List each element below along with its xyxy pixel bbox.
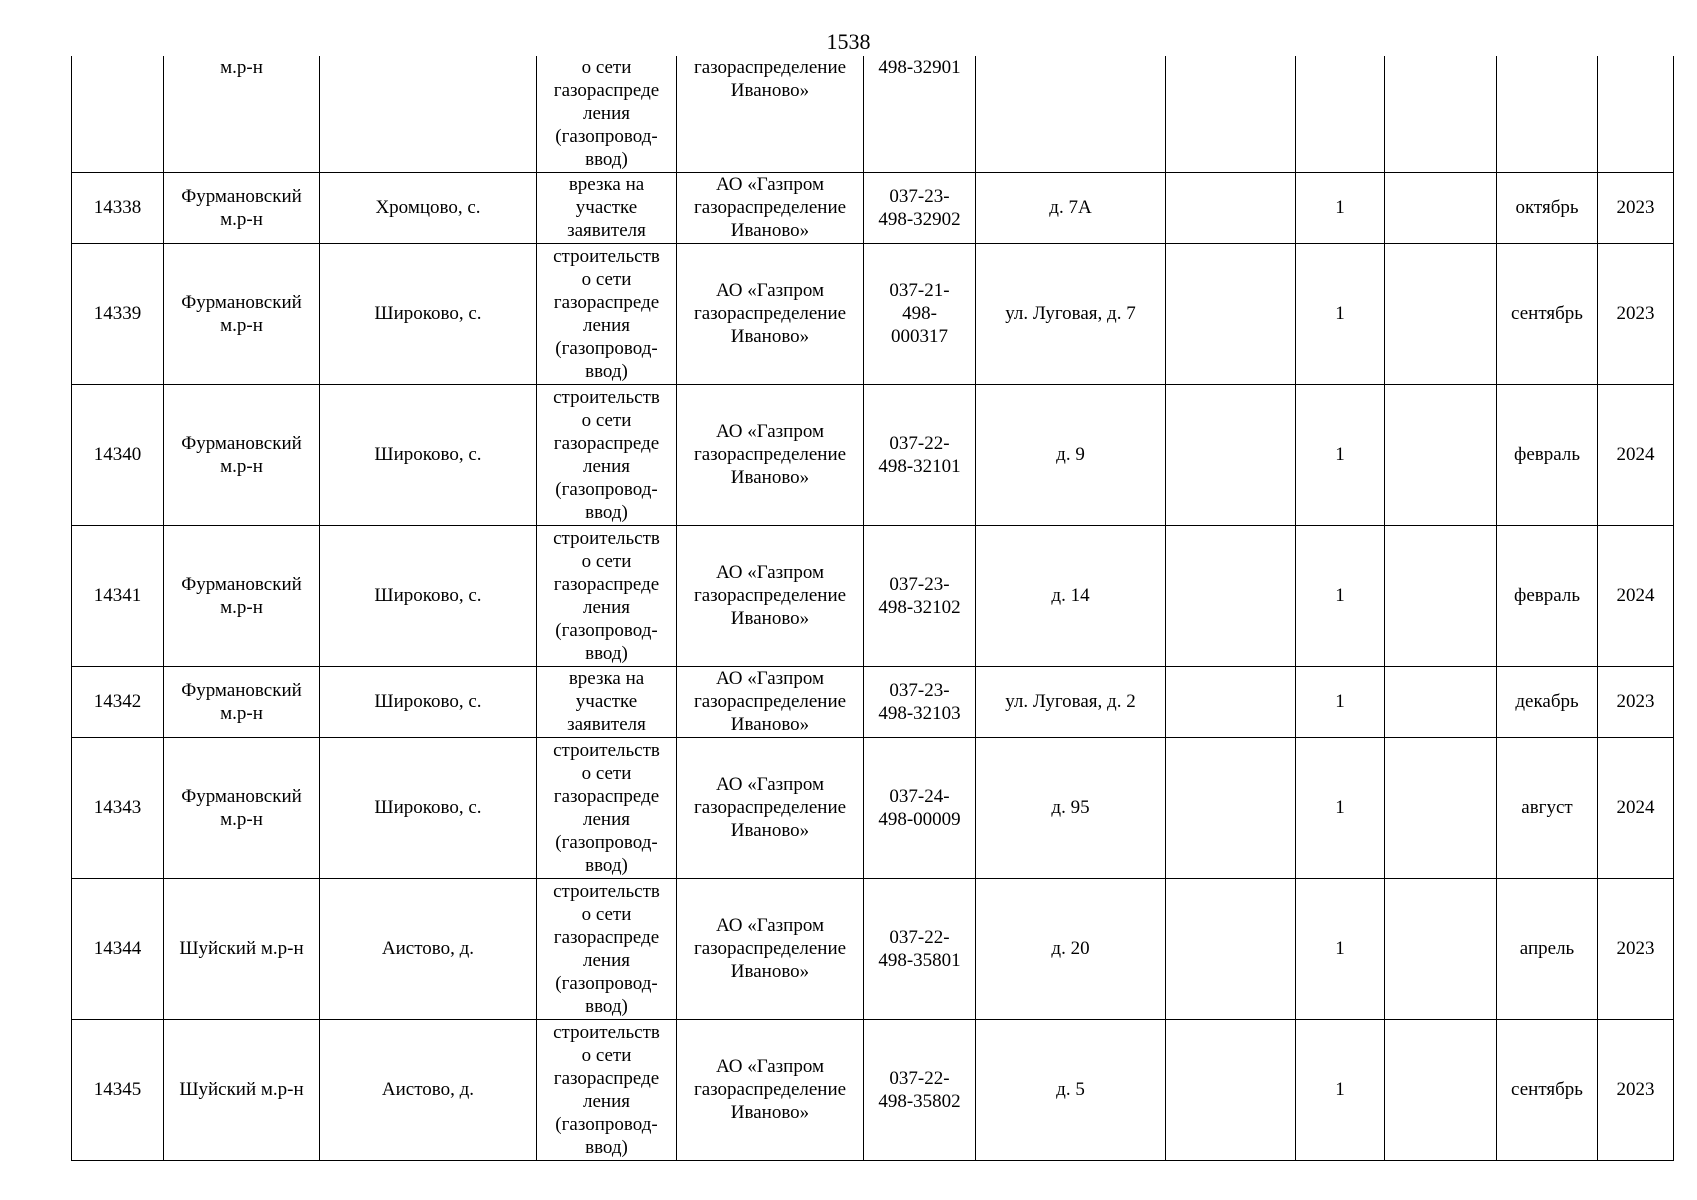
address-cell-text: д. 5	[1056, 1079, 1085, 1100]
page-number: 1538	[826, 29, 871, 54]
address-cell	[976, 384, 1166, 525]
address-cell	[976, 172, 1166, 243]
month-cell	[1497, 666, 1598, 737]
organization-cell	[677, 525, 864, 666]
code-cell	[864, 666, 976, 737]
year-cell	[1598, 243, 1674, 384]
count-cell-text: 1	[1335, 197, 1345, 218]
row-number-cell-text: 14343	[93, 797, 142, 818]
work-type-cell-text: строительств о сети газораспреде ления (газопровод- ввод)	[553, 1021, 660, 1158]
month-cell	[1497, 1019, 1598, 1160]
count-cell-text: 1	[1335, 1079, 1345, 1100]
code-cell-text: 498-32901	[878, 57, 961, 78]
locality-cell	[320, 666, 537, 737]
table-row	[72, 666, 1674, 737]
locality-cell	[320, 525, 537, 666]
work-type-cell-text: о сети газораспреде ления (газопровод- ввод)	[553, 57, 660, 170]
empty-cell	[1166, 525, 1296, 666]
district-cell-text: Фурмановский м.р-н	[181, 291, 302, 336]
address-cell-text: д. 9	[1056, 444, 1085, 465]
empty-cell	[1385, 243, 1497, 384]
row-number-cell-text: 14345	[93, 1079, 142, 1100]
work-type-cell-text: врезка на участке заявителя	[567, 668, 646, 735]
organization-cell	[677, 243, 864, 384]
year-cell	[1598, 1019, 1674, 1160]
district-cell-text: Фурмановский м.р-н	[181, 679, 302, 724]
locality-cell	[320, 384, 537, 525]
locality-cell-text: Широково, с.	[374, 797, 482, 818]
empty-cell	[1166, 666, 1296, 737]
code-cell-text: 037-22- 498-35802	[878, 1067, 961, 1112]
year-cell	[1598, 384, 1674, 525]
year-cell-text: 2023	[1616, 691, 1655, 712]
year-cell-text: 2024	[1616, 444, 1655, 465]
address-cell	[976, 525, 1166, 666]
work-type-cell-text: строительств о сети газораспреде ления (газопровод- ввод)	[553, 880, 660, 1017]
organization-cell	[677, 878, 864, 1019]
address-cell	[976, 737, 1166, 878]
district-cell	[164, 666, 320, 737]
year-cell	[1598, 172, 1674, 243]
empty-cell	[1385, 878, 1497, 1019]
month-cell-text: декабрь	[1515, 691, 1579, 712]
organization-cell	[677, 1019, 864, 1160]
month-cell	[1497, 243, 1598, 384]
row-number-cell	[72, 737, 164, 878]
month-cell	[1497, 525, 1598, 666]
month-cell-text: сентябрь	[1511, 303, 1583, 324]
code-cell	[864, 56, 976, 172]
empty-cell	[1385, 56, 1497, 172]
year-cell-text: 2024	[1616, 797, 1655, 818]
empty-cell	[1166, 172, 1296, 243]
row-number-cell	[72, 666, 164, 737]
district-cell	[164, 878, 320, 1019]
year-cell	[1598, 525, 1674, 666]
organization-cell-text: АО «Газпром газораспределение Иваново»	[693, 915, 847, 982]
row-number-cell-text: 14344	[93, 938, 142, 959]
work-type-cell-text: врезка на участке заявителя	[567, 174, 646, 241]
district-cell	[164, 172, 320, 243]
work-type-cell	[537, 384, 677, 525]
count-cell	[1296, 878, 1385, 1019]
district-cell-text: Фурмановский м.р-н	[181, 432, 302, 477]
row-number-cell	[72, 878, 164, 1019]
locality-cell	[320, 172, 537, 243]
address-cell-text: д. 14	[1051, 585, 1090, 606]
locality-cell-text: Аистово, д.	[381, 938, 475, 959]
address-cell-text: д. 7А	[1049, 197, 1092, 218]
year-cell-text: 2023	[1616, 1079, 1655, 1100]
empty-cell	[1166, 243, 1296, 384]
work-type-cell-text: строительств о сети газораспреде ления (газопровод- ввод)	[553, 739, 660, 876]
locality-cell-text: Широково, с.	[374, 585, 482, 606]
year-cell	[1598, 878, 1674, 1019]
address-cell-text: д. 95	[1051, 797, 1090, 818]
code-cell-text: 037-21- 498- 000317	[889, 280, 950, 347]
count-cell	[1296, 525, 1385, 666]
empty-cell	[1166, 384, 1296, 525]
code-cell	[864, 172, 976, 243]
empty-cell	[1385, 525, 1497, 666]
code-cell-text: 037-23- 498-32902	[878, 185, 961, 230]
table-row	[72, 56, 1674, 172]
locality-cell	[320, 56, 537, 172]
work-type-cell	[537, 1019, 677, 1160]
table-row	[72, 243, 1674, 384]
year-cell-text: 2023	[1616, 197, 1655, 218]
locality-cell	[320, 737, 537, 878]
organization-cell-text: АО «Газпром газораспределение Иваново»	[693, 774, 847, 841]
work-type-cell-text: строительств о сети газораспреде ления (газопровод- ввод)	[553, 386, 660, 523]
organization-cell-text: АО «Газпром газораспределение Иваново»	[693, 1056, 847, 1123]
row-number-cell-text: 14339	[93, 303, 142, 324]
code-cell-text: 037-22- 498-35801	[878, 926, 961, 971]
count-cell	[1296, 56, 1385, 172]
work-type-cell-text: строительств о сети газораспреде ления (газопровод- ввод)	[553, 245, 660, 382]
district-cell-text: Фурмановский м.р-н	[181, 573, 302, 618]
row-number-cell	[72, 525, 164, 666]
month-cell	[1497, 878, 1598, 1019]
table-body	[72, 56, 1674, 1160]
district-cell	[164, 243, 320, 384]
district-cell	[164, 56, 320, 172]
address-cell-text: ул. Луговая, д. 2	[1005, 691, 1136, 712]
month-cell	[1497, 737, 1598, 878]
work-type-cell	[537, 666, 677, 737]
year-cell	[1598, 666, 1674, 737]
row-number-cell	[72, 243, 164, 384]
empty-cell	[1385, 384, 1497, 525]
code-cell-text: 037-23- 498-32103	[878, 679, 961, 724]
organization-cell-text: газораспределение Иваново»	[693, 57, 847, 101]
locality-cell	[320, 243, 537, 384]
month-cell-text: сентябрь	[1511, 1079, 1583, 1100]
table-row	[72, 1019, 1674, 1160]
address-cell-text: ул. Луговая, д. 7	[1005, 303, 1136, 324]
table-row	[72, 172, 1674, 243]
table-row	[72, 878, 1674, 1019]
empty-cell	[1385, 172, 1497, 243]
district-cell	[164, 384, 320, 525]
district-cell	[164, 1019, 320, 1160]
month-cell-text: февраль	[1514, 444, 1580, 465]
locality-cell	[320, 1019, 537, 1160]
code-cell-text: 037-24- 498-00009	[878, 785, 961, 830]
code-cell	[864, 384, 976, 525]
locality-cell	[320, 878, 537, 1019]
row-number-cell-text: 14340	[93, 444, 142, 465]
district-cell-text: Фурмановский м.р-н	[181, 785, 302, 830]
count-cell-text: 1	[1335, 585, 1345, 606]
organization-cell-text: АО «Газпром газораспределение Иваново»	[693, 562, 847, 629]
row-number-cell-text: 14342	[93, 691, 142, 712]
locality-cell-text: Хромцово, с.	[375, 197, 481, 218]
empty-cell	[1166, 878, 1296, 1019]
month-cell-text: апрель	[1519, 938, 1575, 959]
month-cell	[1497, 384, 1598, 525]
count-cell-text: 1	[1335, 691, 1345, 712]
locality-cell-text: Широково, с.	[374, 444, 482, 465]
empty-cell	[1385, 737, 1497, 878]
month-cell	[1497, 172, 1598, 243]
code-cell	[864, 243, 976, 384]
address-cell	[976, 1019, 1166, 1160]
organization-cell	[677, 172, 864, 243]
count-cell-text: 1	[1335, 938, 1345, 959]
address-cell-text: д. 20	[1051, 938, 1090, 959]
work-type-cell	[537, 737, 677, 878]
table-row	[72, 384, 1674, 525]
month-cell-text: октябрь	[1515, 197, 1579, 218]
organization-cell-text: АО «Газпром газораспределение Иваново»	[693, 280, 847, 347]
organization-cell-text: АО «Газпром газораспределение Иваново»	[693, 421, 847, 488]
row-number-cell-text: 14341	[93, 585, 142, 606]
year-cell-text: 2023	[1616, 938, 1655, 959]
year-cell	[1598, 737, 1674, 878]
code-cell	[864, 1019, 976, 1160]
organization-cell-text: АО «Газпром газораспределение Иваново»	[693, 668, 847, 735]
empty-cell	[1166, 56, 1296, 172]
code-cell-text: 037-22- 498-32101	[878, 432, 961, 477]
year-cell	[1598, 56, 1674, 172]
organization-cell	[677, 56, 864, 172]
district-cell-text: Шуйский м.р-н	[179, 938, 304, 959]
count-cell-text: 1	[1335, 797, 1345, 818]
row-number-cell	[72, 384, 164, 525]
row-number-cell-text: 14338	[93, 197, 142, 218]
organization-cell	[677, 384, 864, 525]
month-cell-text: февраль	[1514, 585, 1580, 606]
address-cell	[976, 56, 1166, 172]
row-number-cell	[72, 172, 164, 243]
year-cell-text: 2023	[1616, 303, 1655, 324]
locality-cell-text: Широково, с.	[374, 303, 482, 324]
code-cell	[864, 525, 976, 666]
organization-cell	[677, 666, 864, 737]
locality-cell-text: Широково, с.	[374, 691, 482, 712]
work-type-cell-text: строительств о сети газораспреде ления (газопровод- ввод)	[553, 527, 660, 664]
month-cell	[1497, 56, 1598, 172]
count-cell-text: 1	[1335, 303, 1345, 324]
count-cell-text: 1	[1335, 444, 1345, 465]
locality-cell-text: Аистово, д.	[381, 1079, 475, 1100]
code-cell	[864, 737, 976, 878]
count-cell	[1296, 666, 1385, 737]
code-cell-text: 037-23- 498-32102	[878, 573, 961, 618]
month-cell-text: август	[1521, 797, 1573, 818]
work-type-cell	[537, 525, 677, 666]
work-type-cell	[537, 172, 677, 243]
organization-cell-text: АО «Газпром газораспределение Иваново»	[693, 174, 847, 241]
work-type-cell	[537, 243, 677, 384]
address-cell	[976, 243, 1166, 384]
empty-cell	[1166, 737, 1296, 878]
empty-cell	[1385, 666, 1497, 737]
work-type-cell	[537, 56, 677, 172]
count-cell	[1296, 172, 1385, 243]
count-cell	[1296, 1019, 1385, 1160]
organization-cell	[677, 737, 864, 878]
row-number-cell	[72, 1019, 164, 1160]
district-cell	[164, 525, 320, 666]
count-cell	[1296, 384, 1385, 525]
district-cell	[164, 737, 320, 878]
district-cell-text: м.р-н	[220, 57, 263, 78]
district-cell-text: Шуйский м.р-н	[179, 1079, 304, 1100]
code-cell	[864, 878, 976, 1019]
address-cell	[976, 666, 1166, 737]
address-cell	[976, 878, 1166, 1019]
table-row	[72, 737, 1674, 878]
empty-cell	[1166, 1019, 1296, 1160]
row-number-cell	[72, 56, 164, 172]
data-table	[71, 56, 1674, 1161]
table-row	[72, 525, 1674, 666]
count-cell	[1296, 243, 1385, 384]
work-type-cell	[537, 878, 677, 1019]
empty-cell	[1385, 1019, 1497, 1160]
year-cell-text: 2024	[1616, 585, 1655, 606]
count-cell	[1296, 737, 1385, 878]
district-cell-text: Фурмановский м.р-н	[181, 185, 302, 230]
